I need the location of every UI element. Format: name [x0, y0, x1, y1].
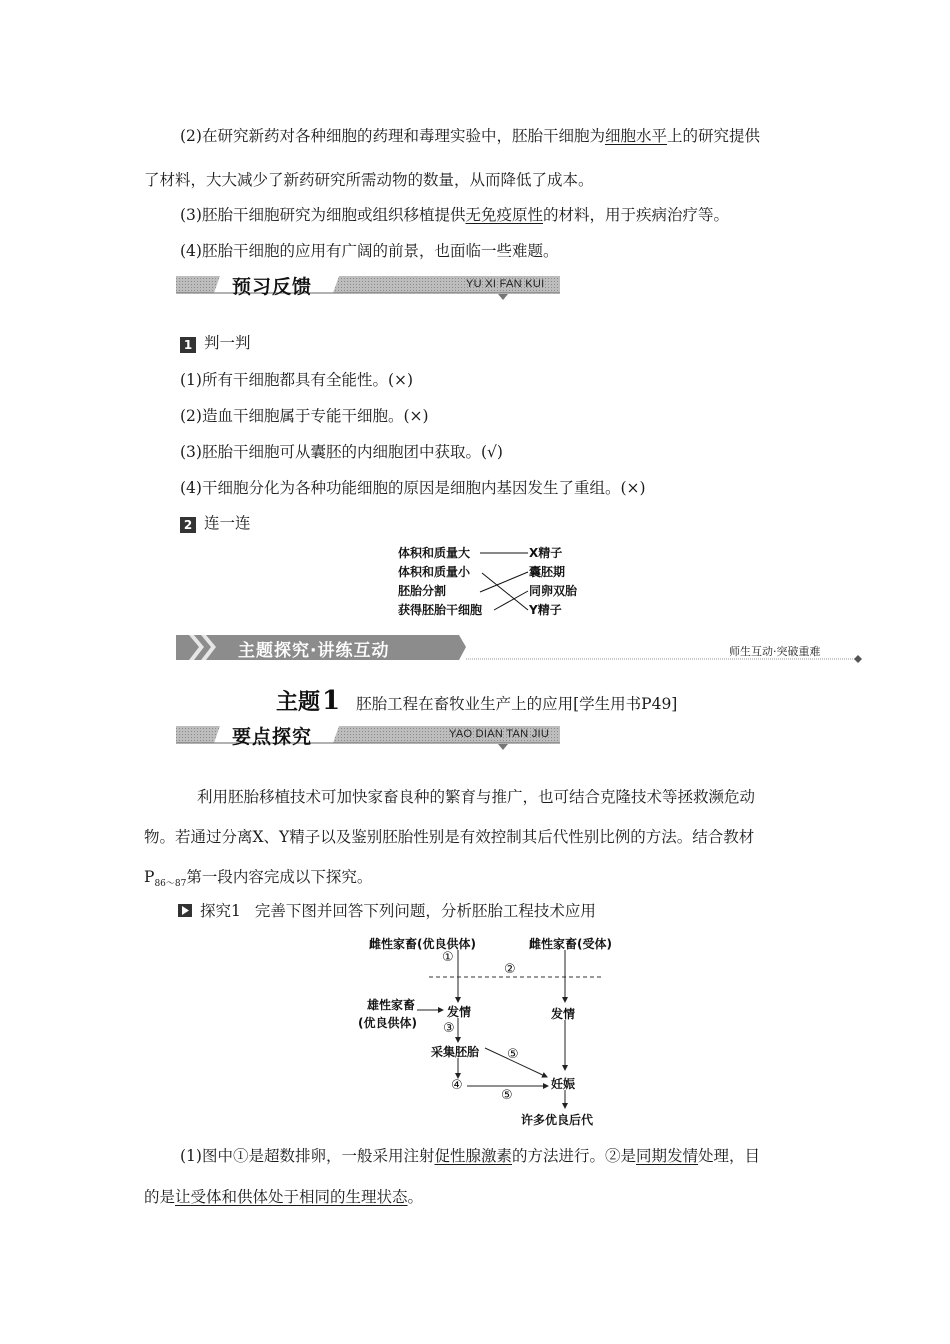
topic-label: 主题	[276, 690, 321, 715]
p3-underlined: 无免疫原性	[465, 206, 543, 224]
banner-right-text: 师生互动·突破重难	[729, 645, 821, 658]
judge-item-3: (3)胚胎干细胞可从囊胚的内细胞团中获取。(√)	[180, 443, 503, 461]
section-en-preview: YU XI FAN KUI	[466, 278, 545, 290]
flow-male-line2: (优良供体)	[358, 1016, 417, 1030]
answer-1-line1	[180, 1146, 760, 1166]
explore-1	[178, 901, 596, 921]
match-right-3: 同卵双胎	[529, 584, 578, 598]
match-badge: 2	[180, 517, 196, 533]
explore-text: 完善下图并回答下列问题，分析胚胎工程技术应用	[254, 902, 596, 920]
flow-male-line1: 雄性家畜	[367, 998, 416, 1012]
match-diagram	[398, 542, 598, 622]
section-title-preview: 预习反馈	[232, 276, 313, 298]
intro-line-3	[144, 867, 372, 894]
answer-underlined-3: 让受体和供体处于相同的生理状态	[175, 1188, 408, 1206]
flow-top-right: 雌性家畜(受体)	[529, 937, 612, 951]
banner-topic-explore	[176, 633, 866, 663]
judge-item-4: (4)干细胞分化为各种功能细胞的原因是细胞内基因发生了重组。(×)	[180, 479, 646, 497]
flow-pregnant: 妊娠	[551, 1077, 576, 1091]
answer-underlined-1: 促性腺激素	[434, 1147, 512, 1165]
flow-circle-4: ④	[451, 1078, 463, 1093]
flow-estrus-right: 发情	[551, 1007, 576, 1021]
triangle-icon	[178, 904, 192, 917]
answer-text-b: 的方法进行。②是	[511, 1147, 636, 1165]
flow-circle-5a: ⑤	[507, 1047, 519, 1062]
paragraph-2	[180, 126, 760, 146]
answer-text-e: 。	[407, 1188, 424, 1206]
paragraph-3	[180, 205, 729, 225]
topic-text: 胚胎工程在畜牧业生产上的应用[学生用书P49]	[356, 695, 678, 713]
flow-arrows	[355, 930, 635, 1135]
section-title-key: 要点探究	[232, 726, 313, 748]
flow-circle-5b: ⑤	[501, 1088, 513, 1103]
judge-item-1: (1)所有干细胞都具有全能性。(×)	[180, 371, 414, 389]
flow-collect: 采集胚胎	[431, 1045, 480, 1059]
match-left-4: 获得胚胎干细胞	[398, 603, 483, 617]
paragraph-2-line2: 了材料，大大减少了新药研究所需动物的数量，从而降低了成本。	[144, 171, 594, 189]
section-bar-key	[176, 722, 560, 748]
intro-line-2: 物。若通过分离X、Y精子以及鉴别胚胎性别是有效控制其后代性别比例的方法。结合教材	[144, 828, 755, 846]
topic-number: 1	[322, 686, 341, 716]
match-title: 连一连	[204, 514, 251, 532]
section-en-key: YAO DIAN TAN JIU	[449, 728, 550, 740]
answer-text-c: 处理，目	[698, 1147, 761, 1165]
topic-heading	[276, 685, 677, 716]
section-bar-preview	[176, 272, 560, 298]
answer-underlined-2: 同期发情	[636, 1147, 699, 1165]
flow-offspring: 许多优良后代	[521, 1113, 594, 1127]
match-heading	[180, 513, 251, 533]
answer-text-d: 的是	[144, 1188, 176, 1206]
flow-circle-2: ②	[504, 962, 516, 977]
intro-p-letter: P	[144, 868, 155, 886]
match-lines	[398, 542, 598, 622]
intro-line-3-rest: 第一段内容完成以下探究。	[186, 868, 373, 886]
judge-title: 判一判	[204, 334, 251, 352]
p2-text-b: 上的研究提供	[666, 127, 760, 145]
banner-title: 主题探究·讲练互动	[238, 641, 390, 661]
p2-text-a: (2)在研究新药对各种细胞的药理和毒理实验中，胚胎干细胞为	[180, 127, 605, 145]
flow-circle-3: ③	[443, 1021, 455, 1036]
flow-top-left: 雌性家畜(优良供体)	[369, 937, 476, 951]
p3-text-b: 的材料，用于疾病治疗等。	[542, 206, 729, 224]
match-right-2: 囊胚期	[529, 565, 566, 579]
match-left-2: 体积和质量小	[398, 565, 471, 579]
judge-badge: 1	[180, 337, 196, 353]
paragraph-4: (4)胚胎干细胞的应用有广阔的前景，也面临一些难题。	[180, 242, 559, 260]
match-right-1: X精子	[529, 546, 563, 560]
p2-underlined: 细胞水平	[604, 127, 667, 145]
intro-page-range: 86～87	[154, 879, 187, 890]
judge-heading	[180, 333, 251, 353]
explore-label: 探究1	[200, 902, 241, 920]
flow-estrus-left: 发情	[447, 1005, 472, 1019]
judge-item-2: (2)造血干细胞属于专能干细胞。(×)	[180, 407, 429, 425]
match-left-3: 胚胎分割	[398, 584, 447, 598]
flow-circle-1: ①	[442, 950, 454, 965]
match-left-1: 体积和质量大	[398, 546, 471, 560]
match-right-4: Y精子	[529, 603, 562, 617]
p3-text-a: (3)胚胎干细胞研究为细胞或组织移植提供	[180, 206, 466, 224]
intro-line-1: 利用胚胎移植技术可加快家畜良种的繁育与推广，也可结合克隆技术等拯救濒危动	[197, 788, 756, 806]
answer-text-a: (1)图中①是超数排卵，一般采用注射	[180, 1147, 435, 1165]
answer-1-line2	[144, 1187, 423, 1207]
flow-diagram	[355, 930, 635, 1135]
